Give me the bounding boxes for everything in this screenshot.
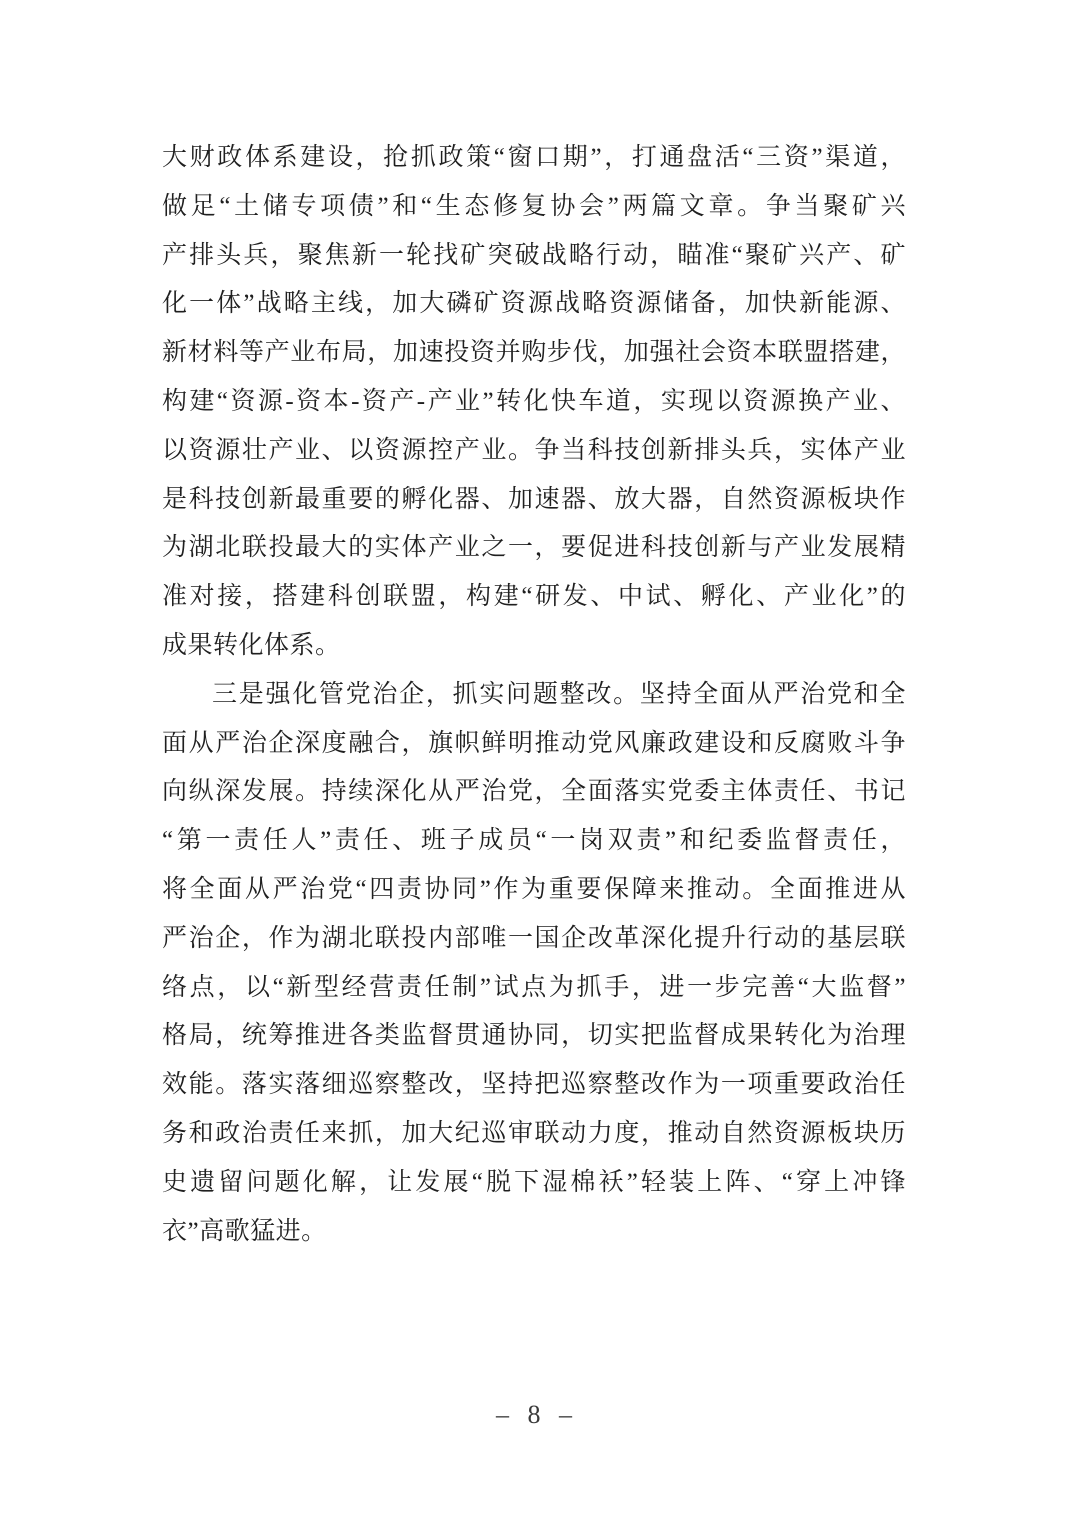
text-line: 向纵深发展。持续深化从严治党，全面落实党委主体责任、书记	[162, 778, 906, 806]
text-line: 为湖北联投最大的实体产业之一，要促进科技创新与产业发展精	[162, 534, 906, 562]
text-line: 是科技创新最重要的孵化器、加速器、放大器，自然资源板块作	[162, 485, 906, 513]
text-line: 络点，以“新型经营责任制”试点为抓手，进一步完善“大监督”	[162, 973, 906, 1001]
text-line: 成果转化体系。	[162, 631, 341, 659]
text-line: 新材料等产业布局，加速投资并购步伐，加强社会资本联盟搭建，	[162, 339, 906, 367]
text-line: 产排头兵，聚焦新一轮找矿突破战略行动，瞄准“聚矿兴产、矿	[162, 241, 906, 269]
text-line: 务和政治责任来抓，加大纪巡审联动力度，推动自然资源板块历	[162, 1119, 906, 1147]
text-line: 构建“资源-资本-资产-产业”转化快车道，实现以资源换产业、	[162, 387, 906, 415]
text-line: 大财政体系建设，抢抓政策“窗口期”，打通盘活“三资”渠道，	[162, 144, 906, 171]
text-line: 以资源壮产业、以资源控产业。争当科技创新排头兵，实体产业	[162, 436, 906, 464]
page-number: – 8 –	[496, 1400, 578, 1429]
text-line: 做足“土储专项债”和“生态修复协会”两篇文章。争当聚矿兴	[162, 192, 906, 220]
page-footer	[0, 1400, 1074, 1430]
text-line: 准对接，搭建科创联盟，构建“研发、中试、孵化、产业化”的	[162, 583, 906, 611]
text-line: 面从严治企深度融合，旗帜鲜明推动党风廉政建设和反腐败斗争	[162, 729, 906, 757]
text-line: 衣”高歌猛进。	[162, 1217, 327, 1245]
text-line: 严治企，作为湖北联投内部唯一国企改革深化提升行动的基层联	[162, 924, 906, 952]
document-body	[162, 134, 906, 1256]
text-line: “第一责任人”责任、班子成员“一岗双责”和纪委监督责任，	[162, 827, 906, 855]
text-line: 将全面从严治党“四责协同”作为重要保障来推动。全面推进从	[162, 875, 906, 903]
text-line: 化一体”战略主线，加大磷矿资源战略资源储备，加快新能源、	[162, 290, 906, 318]
text-line: 格局，统筹推进各类监督贯通协同，切实把监督成果转化为治理	[162, 1022, 906, 1050]
paragraph	[162, 671, 906, 1257]
text-line: 史遗留问题化解，让发展“脱下湿棉袄”轻装上阵、“穿上冲锋	[162, 1168, 906, 1196]
paragraph	[162, 134, 906, 671]
text-line: 三是强化管党治企，抓实问题整改。坚持全面从严治党和全	[212, 680, 906, 708]
text-line: 效能。落实落细巡察整改，坚持把巡察整改作为一项重要政治任	[162, 1071, 906, 1099]
